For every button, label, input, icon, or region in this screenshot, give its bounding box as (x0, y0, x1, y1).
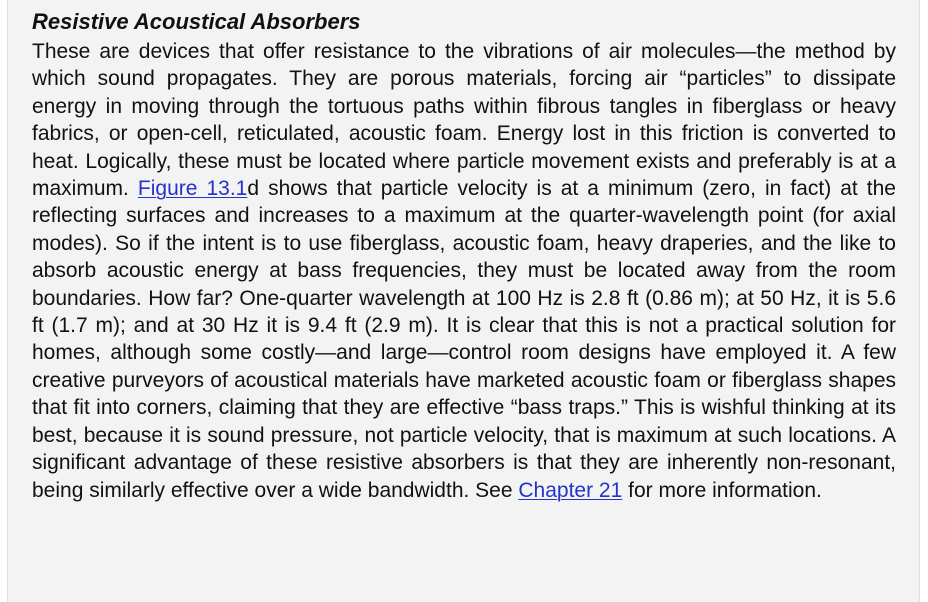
paragraph-text-part-1: These are devices that offer resistance to the vibrations of air molecules—the method by which sound propagates. They are porous materials, forcing air “particles” to dissipate energy in moving through the tortuous paths within fibrous tangles in fiberglass or heavy fabrics, or open-cell, reticulated, acoustic foam. Energy lost in this friction is converted to heat. Logically, these must be located where particle movement exists and preferably is at a maximum. (32, 40, 896, 201)
figure-13-1-link[interactable]: Figure 13.1 (137, 177, 248, 201)
paragraph-text-part-3: for more information. (622, 478, 822, 502)
body-paragraph (32, 38, 896, 504)
chapter-21-link[interactable]: Chapter 21 (518, 478, 623, 502)
paragraph-text-part-2: d shows that particle velocity is at a minimum (zero, in fact) at the reflecting surfaces and increases to a maximum at the quarter-wavelength point (for axial modes). So if the intent is to use fiberglass, acoustic foam, heavy draperies, and the like to absorb acoustic energy at bass frequencies, they must be located away from the room boundaries. How far? One-quarter wavelength at 100 Hz is 2.8 ft (0.86 m); at 50 Hz, it is 5.6 ft (1.7 m); and at 30 Hz it is 9.4 ft (2.9 m). It is clear that this is not a practical solution for homes, although some costly—and large—control room designs have employed it. A few creative purveyors of acoustical materials have marketed acoustic foam or fiberglass shapes that fit into corners, claiming that they are effective “bass traps.” This is wishful thinking at its best, because it is sound pressure, not particle velocity, that is maximum at such locations. A significant advantage of these resistive absorbers is that they are inherently non-resonant, being similarly effective over a wide bandwidth. See (32, 177, 896, 502)
document-section (32, 6, 896, 504)
section-heading: Resistive Acoustical Absorbers (32, 9, 361, 34)
